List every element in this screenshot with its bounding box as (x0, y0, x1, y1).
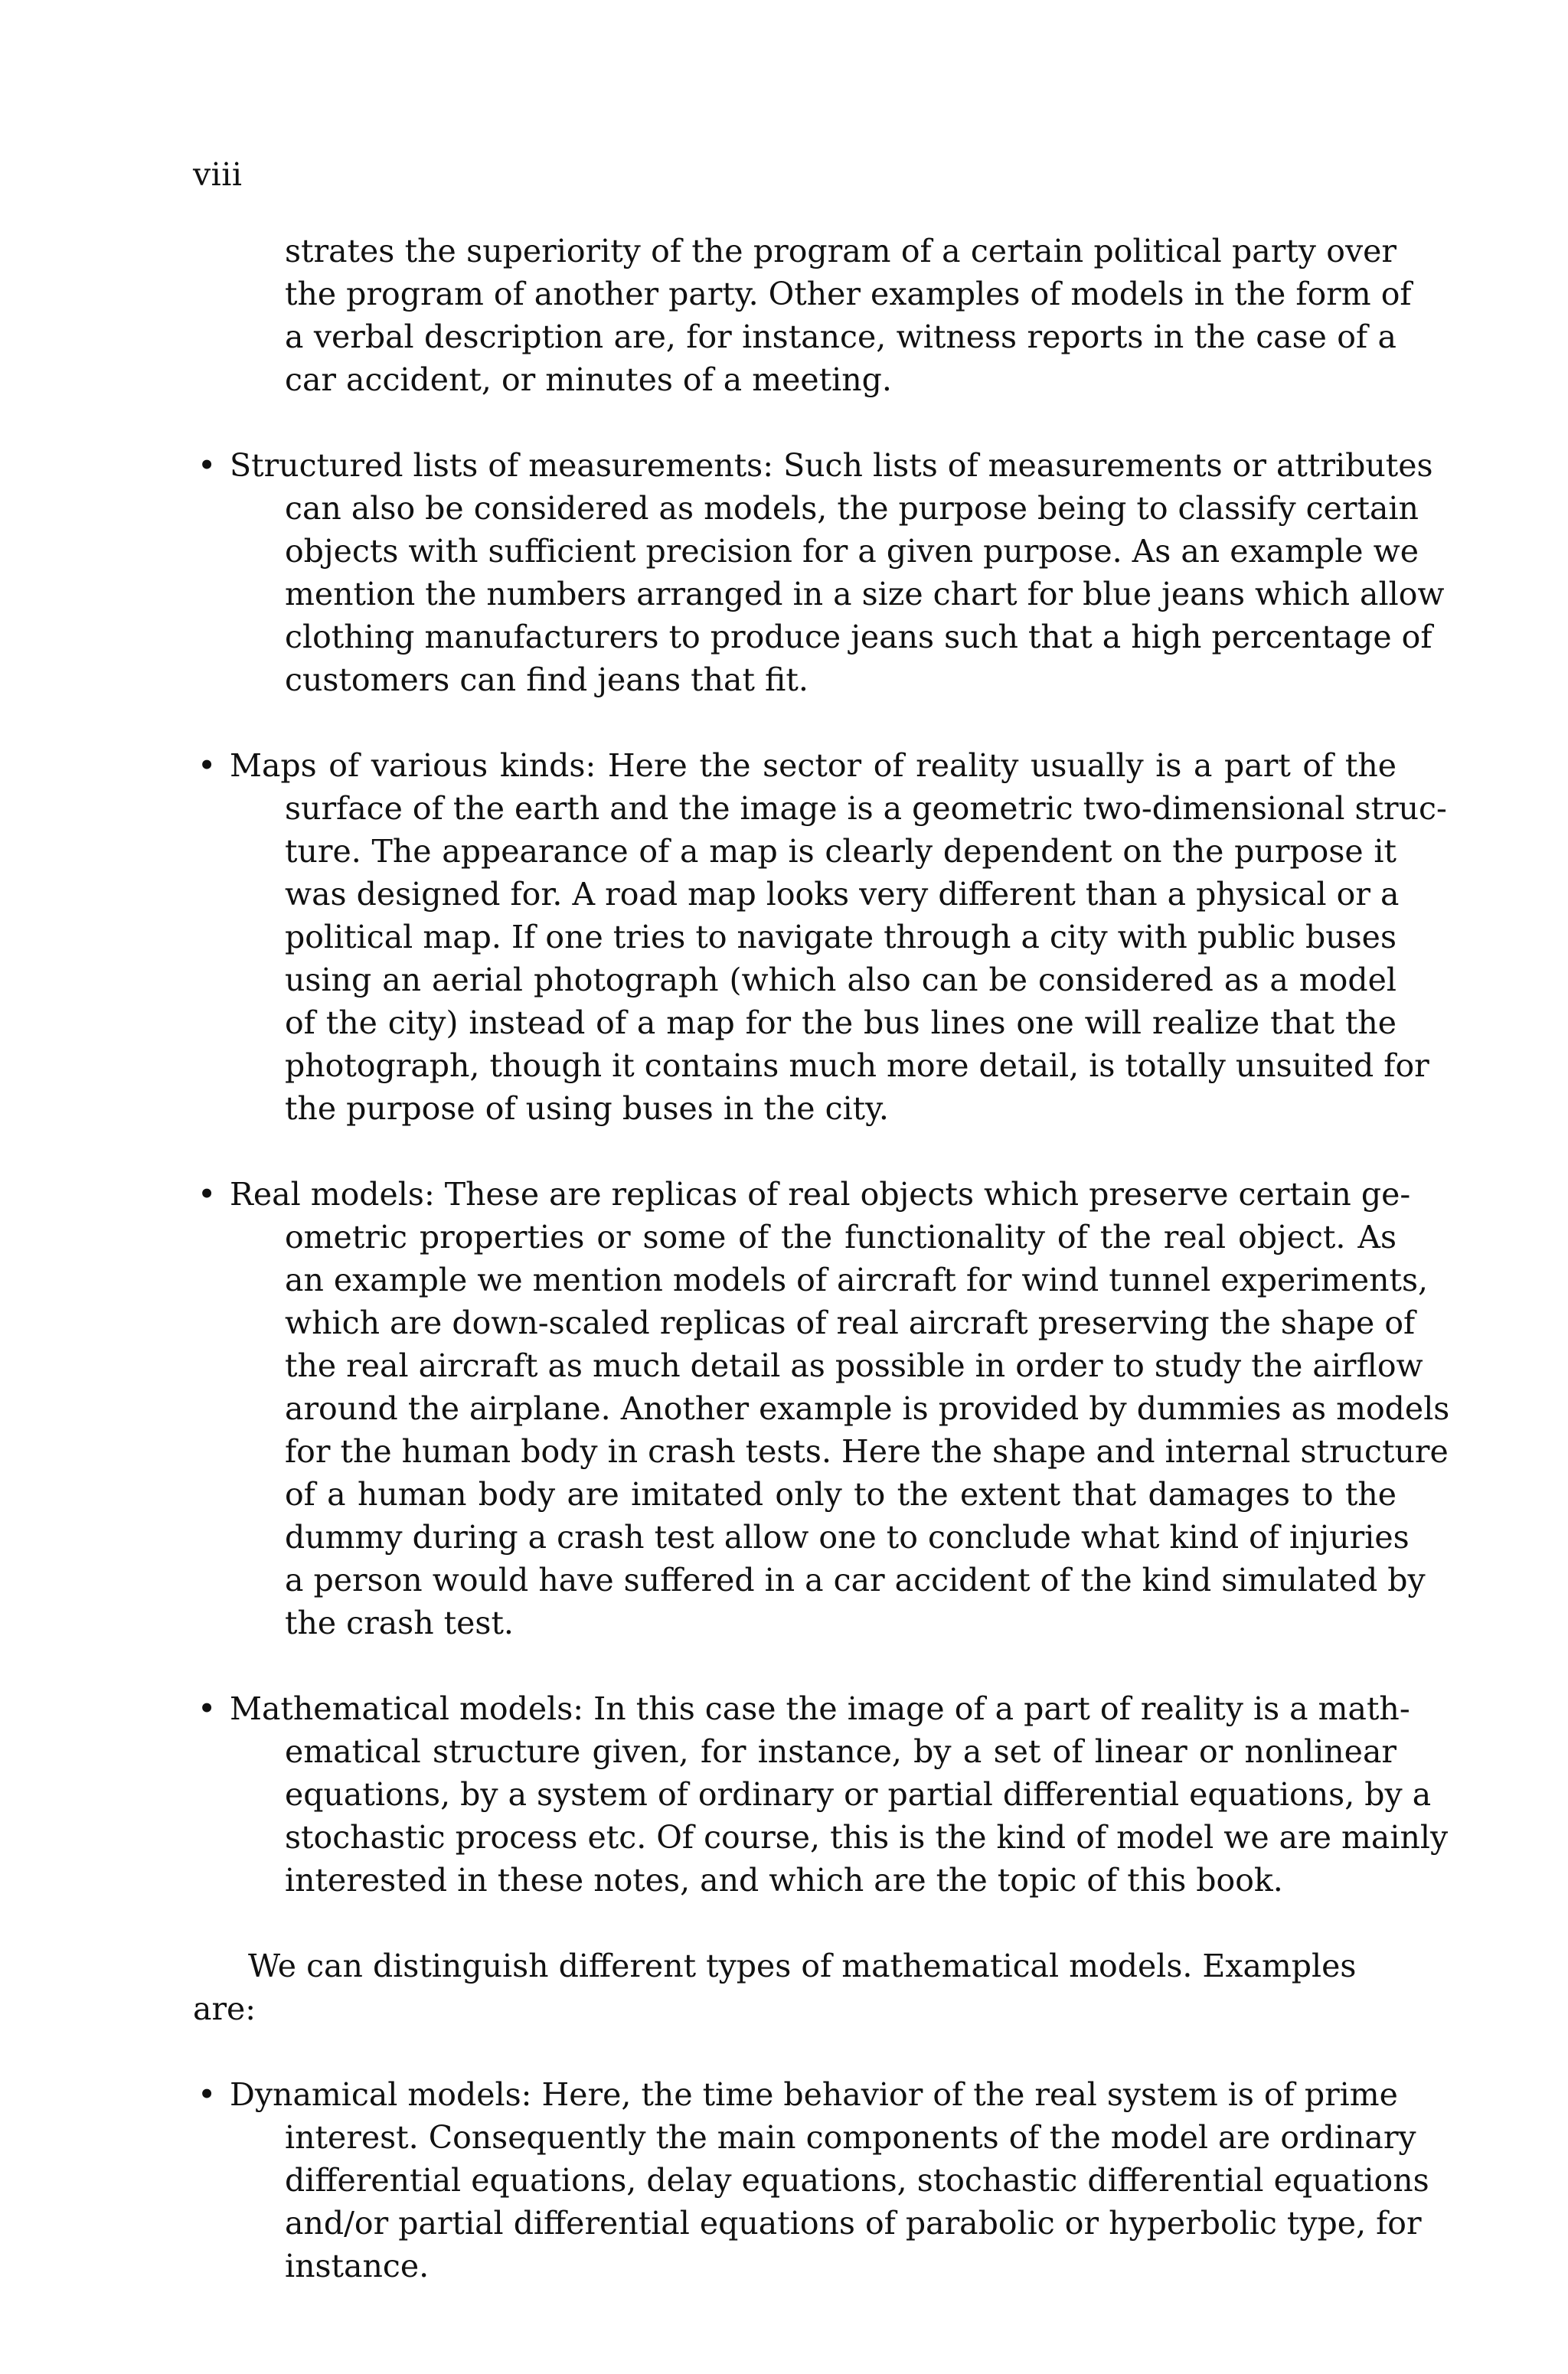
text-line: Dynamical models: Here, the time behavior of the real system is of prime (230, 2076, 1398, 2113)
text-line: interested in these notes, and which are the topic of this book. (285, 1862, 1283, 1899)
bullet-item-real-models (193, 1173, 1450, 1644)
text-line: the real aircraft as much detail as possible in order to study the airflow (285, 1347, 1423, 1384)
text-line: a verbal description are, for instance, witness reports in the case of a (285, 318, 1396, 355)
text-line: dummy during a crash test allow one to conclude what kind of injuries (285, 1519, 1410, 1556)
bullet-icon: • (198, 1176, 217, 1213)
text-line: photograph, though it contains much more detail, is totally unsuited for (285, 1047, 1429, 1084)
text-line: equations, by a system of ordinary or partial differential equations, by a (285, 1776, 1432, 1813)
text-line: Structured lists of measurements: Such lists of measurements or attributes (230, 447, 1433, 484)
text-line: was designed for. A road map looks very different than a physical or a (285, 876, 1400, 913)
text-line: can also be considered as models, the purpose being to classify certain (285, 490, 1419, 527)
text-line: ture. The appearance of a map is clearly dependent on the purpose it (285, 833, 1396, 870)
text-line: Maps of various kinds: Here the sector of reality usually is a part of the (230, 747, 1396, 784)
text-line: interest. Consequently the main components of the model are ordinary (285, 2119, 1416, 2156)
text-line: which are down-scaled replicas of real aircraft preserving the shape of (285, 1305, 1416, 1341)
text-line: Real models: These are replicas of real objects which preserve certain ge- (230, 1176, 1411, 1213)
text-line: Mathematical models: In this case the image of a part of reality is a math- (230, 1690, 1410, 1727)
bullet-item-maps (193, 744, 1447, 1130)
intro-paragraph: We can distinguish different types of mathematical models. Examples are: (193, 1948, 1357, 2027)
text-line: using an aerial photograph (which also can be considered as a model (285, 962, 1396, 998)
page-content (193, 230, 1450, 2287)
text-line: mention the numbers arranged in a size chart for blue jeans which allow (285, 576, 1445, 612)
text-line: surface of the earth and the image is a geometric two-dimensional struc- (285, 790, 1447, 827)
bullet-icon: • (198, 1690, 217, 1727)
text-line: political map. If one tries to navigate through a city with public buses (285, 919, 1396, 955)
text-line: differential equations, delay equations, stochastic differential equations (285, 2162, 1429, 2199)
text-line: the crash test. (285, 1605, 514, 1641)
bullet-icon: • (198, 747, 217, 784)
text-line: customers can find jeans that fit. (285, 661, 808, 698)
text-line: ematical structure given, for instance, by a set of linear or nonlinear (285, 1733, 1396, 1770)
text-line: of a human body are imitated only to the extent that damages to the (285, 1476, 1396, 1513)
text-line: an example we mention models of aircraft for wind tunnel experiments, (285, 1262, 1429, 1298)
text-line: objects with sufficient precision for a given purpose. As an example we (285, 533, 1419, 570)
text-line: and/or partial differential equations of parabolic or hyperbolic type, for (285, 2205, 1422, 2242)
continued-paragraph (285, 230, 1412, 401)
text-line: instance. (285, 2248, 430, 2284)
text-line: of the city) instead of a map for the bus lines one will realize that the (285, 1004, 1396, 1041)
page-number: viii (193, 156, 243, 193)
text-line: around the airplane. Another example is provided by dummies as models (285, 1390, 1450, 1427)
text-line: the program of another party. Other examples of models in the form of (285, 276, 1412, 312)
bullet-item-mathematical-models (193, 1687, 1449, 1902)
text-line: car accident, or minutes of a meeting. (285, 361, 892, 398)
text-line: stochastic process etc. Of course, this is the kind of model we are mainly (285, 1819, 1449, 1856)
text-line: a person would have suffered in a car accident of the kind simulated by (285, 1562, 1426, 1598)
text-line: strates the superiority of the program of a certain political party over (285, 233, 1396, 269)
bullet-item-dynamical-models (193, 2073, 1429, 2287)
text-line: ometric properties or some of the functionality of the real object. As (285, 1219, 1396, 1256)
bullet-item-structured-lists (193, 444, 1445, 701)
text-line: clothing manufacturers to produce jeans such that a high percentage of (285, 619, 1432, 655)
text-line: for the human body in crash tests. Here the shape and internal structure (285, 1433, 1449, 1470)
bullet-icon: • (198, 447, 217, 484)
bullet-icon: • (198, 2076, 217, 2113)
text-line: the purpose of using buses in the city. (285, 1090, 889, 1127)
